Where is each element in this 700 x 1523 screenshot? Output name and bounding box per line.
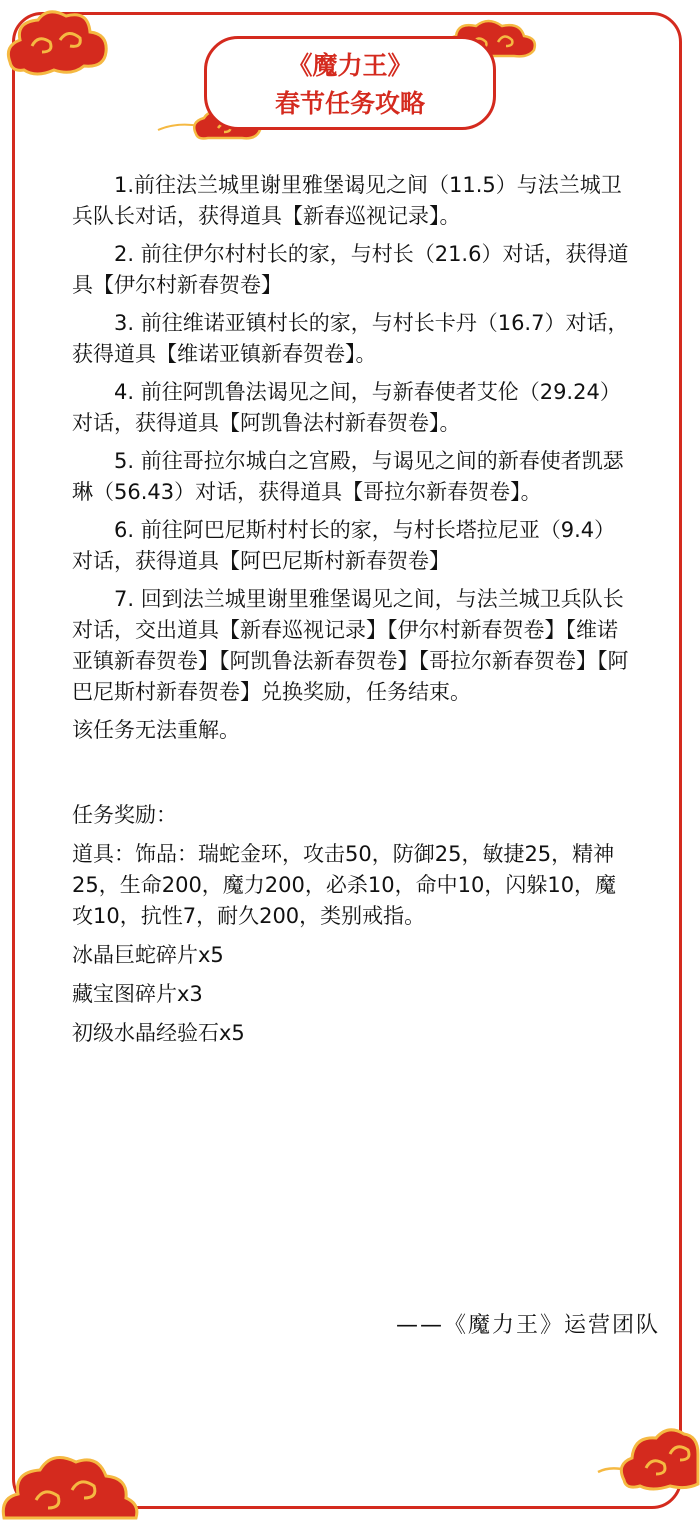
reward-item-description: 道具：饰品：瑞蛇金环，攻击50，防御25，敏捷25，精神25，生命200，魔力200，必杀10，命中10，闪躲10，魔攻10，抗性7，耐久200，类别戒指。 <box>72 842 617 928</box>
step-5: 5. 前往哥拉尔城白之宫殿，与谒见之间的新春使者凯瑟琳（56.43）对话，获得道具【哥拉尔新春贺卷】。 <box>72 449 624 504</box>
signature: ——《魔力王》运营团队 <box>395 1313 660 1338</box>
title-guide-name: 春节任务攻略 <box>274 89 425 118</box>
step-4: 4. 前往阿凯鲁法谒见之间，与新春使者艾伦（29.24）对话，获得道具【阿凯鲁法村新春贺卷】。 <box>72 380 621 435</box>
step-3: 3. 前往维诺亚镇村长的家，与村长卡丹（16.7）对话，获得道具【维诺亚镇新春贺卷】。 <box>72 311 629 366</box>
title-game-name: 《魔力王》 <box>287 51 413 80</box>
step-7: 7. 回到法兰城里谢里雅堡谒见之间，与法兰城卫兵队长对话，交出道具【新春巡视记录】【伊尔村新春贺卷】【维诺亚镇新春贺卷】【阿凯鲁法新春贺卷】【哥拉尔新春贺卷】【阿巴尼斯村新春贺卷】兑换奖励，任务结束。 <box>72 587 629 704</box>
reward-extra-item: 藏宝图碎片x3 <box>72 982 203 1006</box>
reward-extra-item: 初级水晶经验石x5 <box>72 1021 245 1045</box>
cloud-ornament-top-left <box>2 2 114 78</box>
cloud-ornament-bottom-right <box>596 1414 700 1494</box>
guide-content <box>72 170 632 1057</box>
step-2: 2. 前往伊尔村村长的家，与村长（21.6）对话，获得道具【伊尔村新春贺卷】 <box>72 242 629 297</box>
reward-heading: 任务奖励： <box>72 803 177 827</box>
step-1: 1.前往法兰城里谢里雅堡谒见之间（11.5）与法兰城卫兵队长对话，获得道具【新春巡视记录】。 <box>72 173 622 228</box>
title-banner <box>204 36 496 130</box>
repeat-note: 该任务无法重解。 <box>72 718 240 742</box>
step-6: 6. 前往阿巴尼斯村村长的家，与村长塔拉尼亚（9.4）对话，获得道具【阿巴尼斯村新春贺卷】 <box>72 518 616 573</box>
reward-extra-item: 冰晶巨蛇碎片x5 <box>72 943 224 967</box>
cloud-ornament-bottom-left <box>0 1428 146 1523</box>
